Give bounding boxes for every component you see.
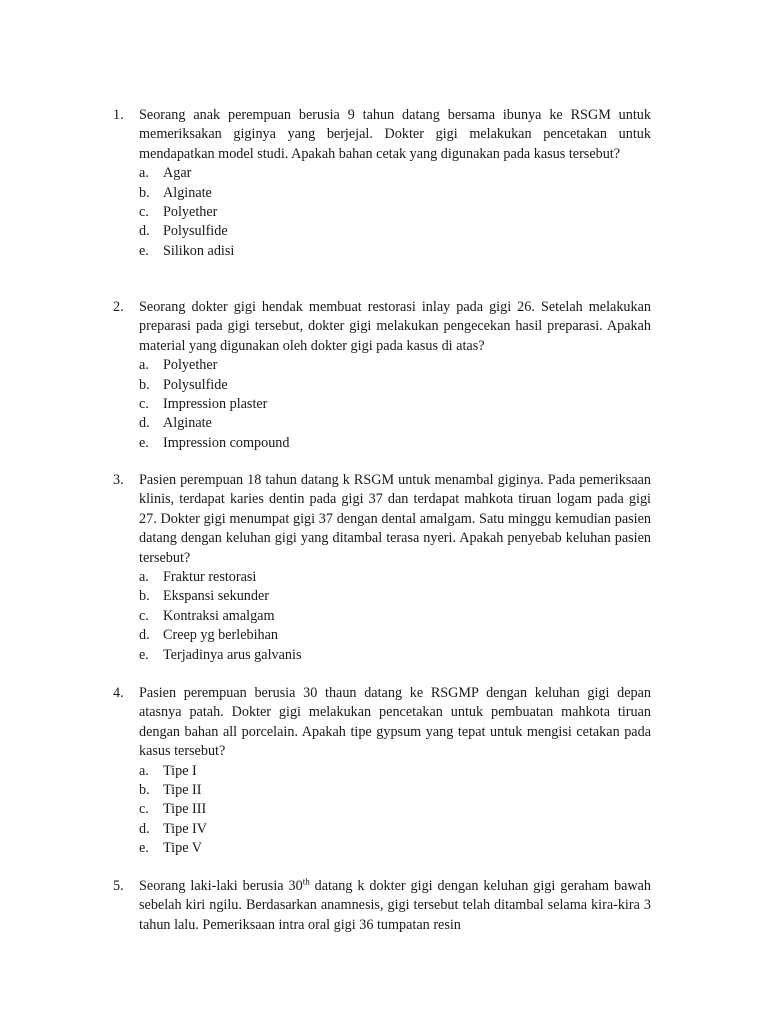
question-1	[113, 106, 651, 261]
question-2	[113, 298, 651, 453]
option-b	[139, 587, 651, 606]
option-letter: c.	[139, 396, 149, 413]
question-text: Pasien perempuan berusia 30 thaun datang ke RSGMP dengan keluhan gigi depan atasnya patah. Dokter gigi melakukan pencetakan untuk pembuatan mahkota tiruan dengan bahan all porcelain. Apakah tipe gypsum yang tepat untuk mengisi cetakan pada kasus tersebut?	[139, 685, 651, 760]
option-text: Fraktur restorasi	[163, 569, 257, 586]
option-letter: e.	[139, 646, 149, 663]
option-a	[139, 164, 651, 183]
option-text: Kontraksi amalgam	[163, 607, 275, 624]
question-number: 5.	[113, 878, 124, 894]
option-letter: c.	[139, 801, 149, 818]
option-c	[139, 800, 651, 819]
option-e	[139, 839, 651, 858]
question-text-start: Seorang laki-laki berusia 30	[139, 878, 303, 894]
option-c	[139, 203, 651, 222]
question-number: 2.	[113, 299, 124, 315]
answer-options	[113, 762, 651, 859]
option-text: Tipe V	[163, 840, 203, 857]
question-text	[139, 877, 651, 935]
option-text: Polysulfide	[163, 223, 228, 240]
option-letter: b.	[139, 184, 150, 201]
option-e	[139, 242, 651, 261]
question-number: 1.	[113, 107, 124, 123]
option-b	[139, 376, 651, 395]
option-letter: c.	[139, 607, 149, 624]
answer-options	[113, 356, 651, 453]
option-d	[139, 222, 651, 241]
option-letter: d.	[139, 627, 150, 644]
option-letter: e.	[139, 242, 149, 259]
question-3	[113, 471, 651, 665]
option-d	[139, 820, 651, 839]
option-text: Alginate	[163, 415, 212, 432]
option-c	[139, 395, 651, 414]
option-letter: d.	[139, 820, 150, 837]
option-text: Silikon adisi	[163, 242, 235, 259]
option-c	[139, 607, 651, 626]
option-letter: b.	[139, 376, 150, 393]
option-e	[139, 434, 651, 453]
option-letter: d.	[139, 415, 150, 432]
option-e	[139, 646, 651, 665]
option-letter: a.	[139, 569, 149, 586]
question-number: 3.	[113, 472, 124, 488]
option-letter: a.	[139, 357, 149, 374]
option-a	[139, 762, 651, 781]
question-5	[113, 877, 651, 935]
option-d	[139, 626, 651, 645]
option-text: Polyether	[163, 204, 218, 221]
option-letter: a.	[139, 165, 149, 182]
option-letter: d.	[139, 223, 150, 240]
option-text: Impression plaster	[163, 396, 268, 413]
option-text: Tipe III	[163, 801, 207, 818]
option-text: Tipe II	[163, 782, 202, 799]
question-text: Seorang anak perempuan berusia 9 tahun datang bersama ibunya ke RSGM untuk memeriksakan giginya yang berjejal. Dokter gigi melakukan pencetakan untuk mendapatkan model studi. Apakah bahan cetak yang digunakan pada kasus tersebut?	[139, 107, 651, 162]
question-text: Pasien perempuan 18 tahun datang k RSGM untuk menambal giginya. Pada pemeriksaan klinis, terdapat karies dentin pada gigi 37 dan terdapat mahkota tiruan logam pada gigi 27. Dokter gigi menumpat gigi 37 dengan dental amalgam. Satu minggu kemudian pasien datang dengan keluhan gigi yang ditambal terasa nyeri. Apakah penyebab keluhan pasien tersebut?	[139, 472, 651, 566]
option-letter: b.	[139, 588, 150, 605]
option-text: Creep yg berlebihan	[163, 627, 279, 644]
question-text-end: datang k dokter gigi dengan keluhan gigi geraham bawah sebelah kiri ngilu. Berdasarkan anamnesis, gigi tersebut telah ditambal selama kira-kira 3 tahun lalu. Pemeriksaan intra oral gigi 36 tumpatan resin	[139, 878, 652, 933]
option-text: Polyether	[163, 357, 218, 374]
option-text: Tipe I	[163, 762, 197, 779]
option-letter: e.	[139, 840, 149, 857]
option-b	[139, 184, 651, 203]
option-letter: b.	[139, 782, 150, 799]
option-text: Ekspansi sekunder	[163, 588, 269, 605]
option-text: Agar	[163, 165, 192, 182]
question-4	[113, 684, 651, 859]
answer-options	[113, 568, 651, 665]
option-letter: e.	[139, 434, 149, 451]
ordinal-suffix: th	[302, 876, 310, 887]
question-text: Seorang dokter gigi hendak membuat restorasi inlay pada gigi 26. Setelah melakukan preparasi pada gigi tersebut, dokter gigi melakukan pengecekan hasil preparasi. Apakah material yang digunakan oleh dokter gigi pada kasus di atas?	[139, 299, 651, 354]
option-text: Impression compound	[163, 434, 290, 451]
option-text: Tipe IV	[163, 820, 208, 837]
answer-options	[113, 164, 651, 261]
option-text: Alginate	[163, 184, 212, 201]
option-letter: c.	[139, 204, 149, 221]
option-a	[139, 568, 651, 587]
question-number: 4.	[113, 685, 124, 701]
option-letter: a.	[139, 762, 149, 779]
option-a	[139, 356, 651, 375]
option-text: Terjadinya arus galvanis	[163, 646, 302, 663]
option-d	[139, 414, 651, 433]
option-b	[139, 781, 651, 800]
option-text: Polysulfide	[163, 376, 228, 393]
